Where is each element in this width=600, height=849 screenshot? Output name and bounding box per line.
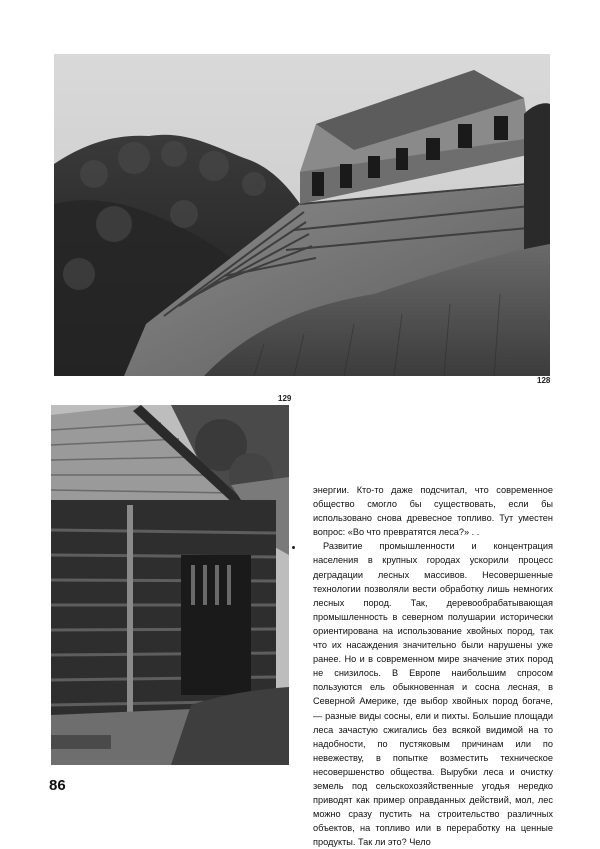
article-paragraph: энергии. Кто-то даже подсчитал, что современное общество смогло бы существовать, если бы использовано снова древесное топливо. Тут уместен вопрос: «Во что превратятся леса?» . . bbox=[313, 485, 553, 538]
page-number: 86 bbox=[49, 777, 66, 794]
figure-number-128: 128 bbox=[537, 376, 551, 385]
log-cabin-illustration bbox=[51, 405, 289, 765]
figure-number-129: 129 bbox=[278, 394, 292, 403]
temple-ruins-photo bbox=[54, 54, 550, 376]
temple-ruins-illustration bbox=[54, 54, 550, 376]
article-text bbox=[313, 483, 553, 849]
margin-mark bbox=[292, 546, 295, 549]
article-paragraph: Развитие промышленности и концентрация населения в крупных городах ускорили процесс деградации лесных массивов. Несовершенные технологии позволяли вести обработку лишь немногих лесных пород. Так, деревообрабатывающая промышленность в северном полушарии исторически ориентирована на использование хвойных пород, так что их насаждения значительно были нарушены уже ранее. Но и в современном мире значение этих пород не снизилось. В Европе наибольшим спросом пользуются ель обыкновенная и сосна лесная, в Северной Америке, где выбор хвойных пород богаче, — разные виды сосны, ели и пихты. Большие площади леса зачастую сжигались без всякой видимой на то надобности, по пустяковым причинам или по невежеству, в попытке возместить техническое несовершенство общества. Вырубки леса и очистку земель под сельскохозяйственные угодья нередко приводят как пример оправданных действий, мол, лес можно сразу пустить на строительство различных объектов, на топливо или в переработку на ценные продукты. Так ли это? Чело bbox=[313, 541, 553, 848]
log-cabin-photo bbox=[51, 405, 289, 765]
